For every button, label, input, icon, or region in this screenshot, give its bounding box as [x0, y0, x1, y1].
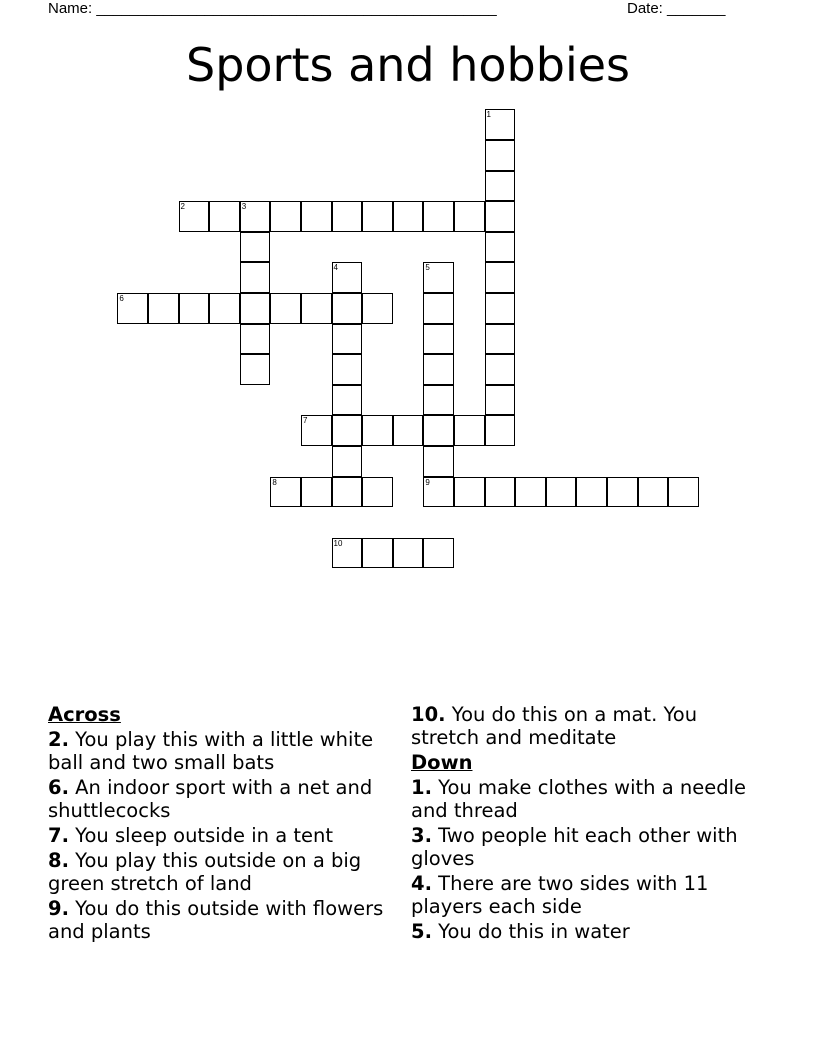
grid-cell[interactable]: [332, 354, 363, 385]
clue: [411, 776, 751, 822]
grid-cell[interactable]: [423, 446, 454, 477]
clue: [411, 920, 751, 943]
grid-cell[interactable]: [668, 477, 699, 508]
grid-cell[interactable]: [362, 293, 393, 324]
grid-cell[interactable]: [240, 293, 271, 324]
clue-number: 6.: [48, 776, 69, 799]
clue-text: You play this outside on a big green stretch of land: [48, 849, 362, 895]
clue-number-label: 5: [425, 263, 430, 273]
grid-cell[interactable]: [485, 293, 516, 324]
grid-cell[interactable]: [485, 385, 516, 416]
grid-cell[interactable]: [485, 415, 516, 446]
grid-cell[interactable]: [332, 201, 363, 232]
clue-number: 10.: [411, 703, 446, 726]
grid-cell[interactable]: [270, 201, 301, 232]
grid-cell[interactable]: [423, 201, 454, 232]
clue-text: Two people hit each other with gloves: [411, 824, 738, 870]
grid-cell[interactable]: [332, 262, 363, 293]
clue-number-label: 7: [302, 416, 308, 426]
grid-cell[interactable]: [270, 477, 301, 508]
grid-cell[interactable]: [423, 385, 454, 416]
clue-number-label: 1: [486, 110, 491, 120]
clue: [48, 776, 388, 822]
grid-cell[interactable]: [485, 232, 516, 263]
clue-number-label: 9: [425, 477, 430, 487]
grid-cell[interactable]: [240, 232, 271, 263]
clue-number-label: 6: [119, 293, 124, 303]
clue-number: 8.: [48, 849, 69, 872]
down-heading: Down: [411, 751, 473, 774]
grid-cell[interactable]: [423, 415, 454, 446]
grid-cell[interactable]: [240, 201, 271, 232]
grid-cell[interactable]: [301, 415, 332, 446]
across-clues: [48, 703, 388, 945]
grid-cell[interactable]: [179, 201, 210, 232]
clue: [48, 897, 388, 943]
clue: [411, 872, 751, 918]
grid-cell[interactable]: [454, 415, 485, 446]
clue-number-label: 10: [333, 538, 343, 548]
grid-cell[interactable]: [179, 293, 210, 324]
clue: [48, 849, 388, 895]
clue-number: 2.: [48, 728, 69, 751]
grid-cell[interactable]: [332, 538, 363, 569]
date-field[interactable]: Date: _______: [627, 0, 726, 17]
grid-cell[interactable]: [148, 293, 179, 324]
grid-cell[interactable]: [423, 477, 454, 508]
clue-text: You sleep outside in a tent: [68, 824, 333, 847]
grid-cell[interactable]: [332, 293, 363, 324]
grid-cell[interactable]: [576, 477, 607, 508]
grid-cell[interactable]: [240, 262, 271, 293]
grid-cell[interactable]: [454, 201, 485, 232]
clue-number-label: 4: [333, 263, 338, 273]
clue-text: You do this outside with flowers and plants: [48, 897, 384, 943]
clue: [411, 703, 751, 749]
grid-cell[interactable]: [393, 538, 424, 569]
grid-cell[interactable]: [485, 140, 516, 171]
clue-number-label: 2: [180, 202, 185, 212]
clue-number-label: 3: [241, 202, 247, 212]
grid-cell[interactable]: [332, 385, 363, 416]
grid-cell[interactable]: [423, 262, 454, 293]
crossword-grid: [118, 110, 718, 590]
grid-cell[interactable]: [240, 324, 271, 355]
clue-text: You do this in water: [431, 920, 630, 943]
grid-cell[interactable]: [362, 201, 393, 232]
clue-number: 9.: [48, 897, 69, 920]
grid-cell[interactable]: [515, 477, 546, 508]
clue-number: 3.: [411, 824, 432, 847]
clue-number: 4.: [411, 872, 432, 895]
grid-cell[interactable]: [332, 446, 363, 477]
clue: [48, 824, 388, 847]
grid-cell[interactable]: [209, 201, 240, 232]
clue-number: 1.: [411, 776, 432, 799]
grid-cell[interactable]: [301, 293, 332, 324]
grid-cell[interactable]: [240, 354, 271, 385]
clue: [411, 824, 751, 870]
clue-text: You play this with a little white ball and two small bats: [48, 728, 374, 774]
grid-cell[interactable]: [485, 109, 516, 140]
grid-cell[interactable]: [423, 324, 454, 355]
clue-number: 5.: [411, 920, 432, 943]
clue-text: An indoor sport with a net and shuttlecocks: [48, 776, 373, 822]
clue-text: You make clothes with a needle and thread: [411, 776, 747, 822]
grid-cell[interactable]: [362, 538, 393, 569]
page-title: Sports and hobbies: [186, 38, 630, 92]
grid-cell[interactable]: [209, 293, 240, 324]
grid-cell[interactable]: [301, 477, 332, 508]
grid-cell[interactable]: [332, 324, 363, 355]
grid-cell[interactable]: [301, 201, 332, 232]
grid-cell[interactable]: [485, 262, 516, 293]
name-field[interactable]: Name: ________________________________________________: [48, 0, 497, 17]
grid-cell[interactable]: [332, 477, 363, 508]
grid-cell[interactable]: [117, 293, 148, 324]
grid-cell[interactable]: [485, 201, 516, 232]
clue-number-label: 8: [272, 477, 277, 487]
grid-cell[interactable]: [423, 354, 454, 385]
grid-cell[interactable]: [332, 415, 363, 446]
grid-cell[interactable]: [485, 354, 516, 385]
across-heading: Across: [48, 703, 121, 726]
clue-number: 7.: [48, 824, 69, 847]
grid-cell[interactable]: [454, 477, 485, 508]
grid-cell[interactable]: [485, 477, 516, 508]
grid-cell[interactable]: [423, 538, 454, 569]
clue-text: There are two sides with 11 players each side: [411, 872, 709, 918]
grid-cell[interactable]: [638, 477, 669, 508]
grid-cell[interactable]: [607, 477, 638, 508]
grid-cell[interactable]: [270, 293, 301, 324]
clue: [48, 728, 388, 774]
clue-text: You do this on a mat. You stretch and meditate: [411, 703, 698, 749]
down-clues: [411, 703, 751, 945]
grid-cell[interactable]: [485, 171, 516, 202]
grid-cell[interactable]: [393, 201, 424, 232]
grid-cell[interactable]: [546, 477, 577, 508]
grid-cell[interactable]: [362, 415, 393, 446]
grid-cell[interactable]: [485, 324, 516, 355]
grid-cell[interactable]: [362, 477, 393, 508]
grid-cell[interactable]: [423, 293, 454, 324]
grid-cell[interactable]: [393, 415, 424, 446]
